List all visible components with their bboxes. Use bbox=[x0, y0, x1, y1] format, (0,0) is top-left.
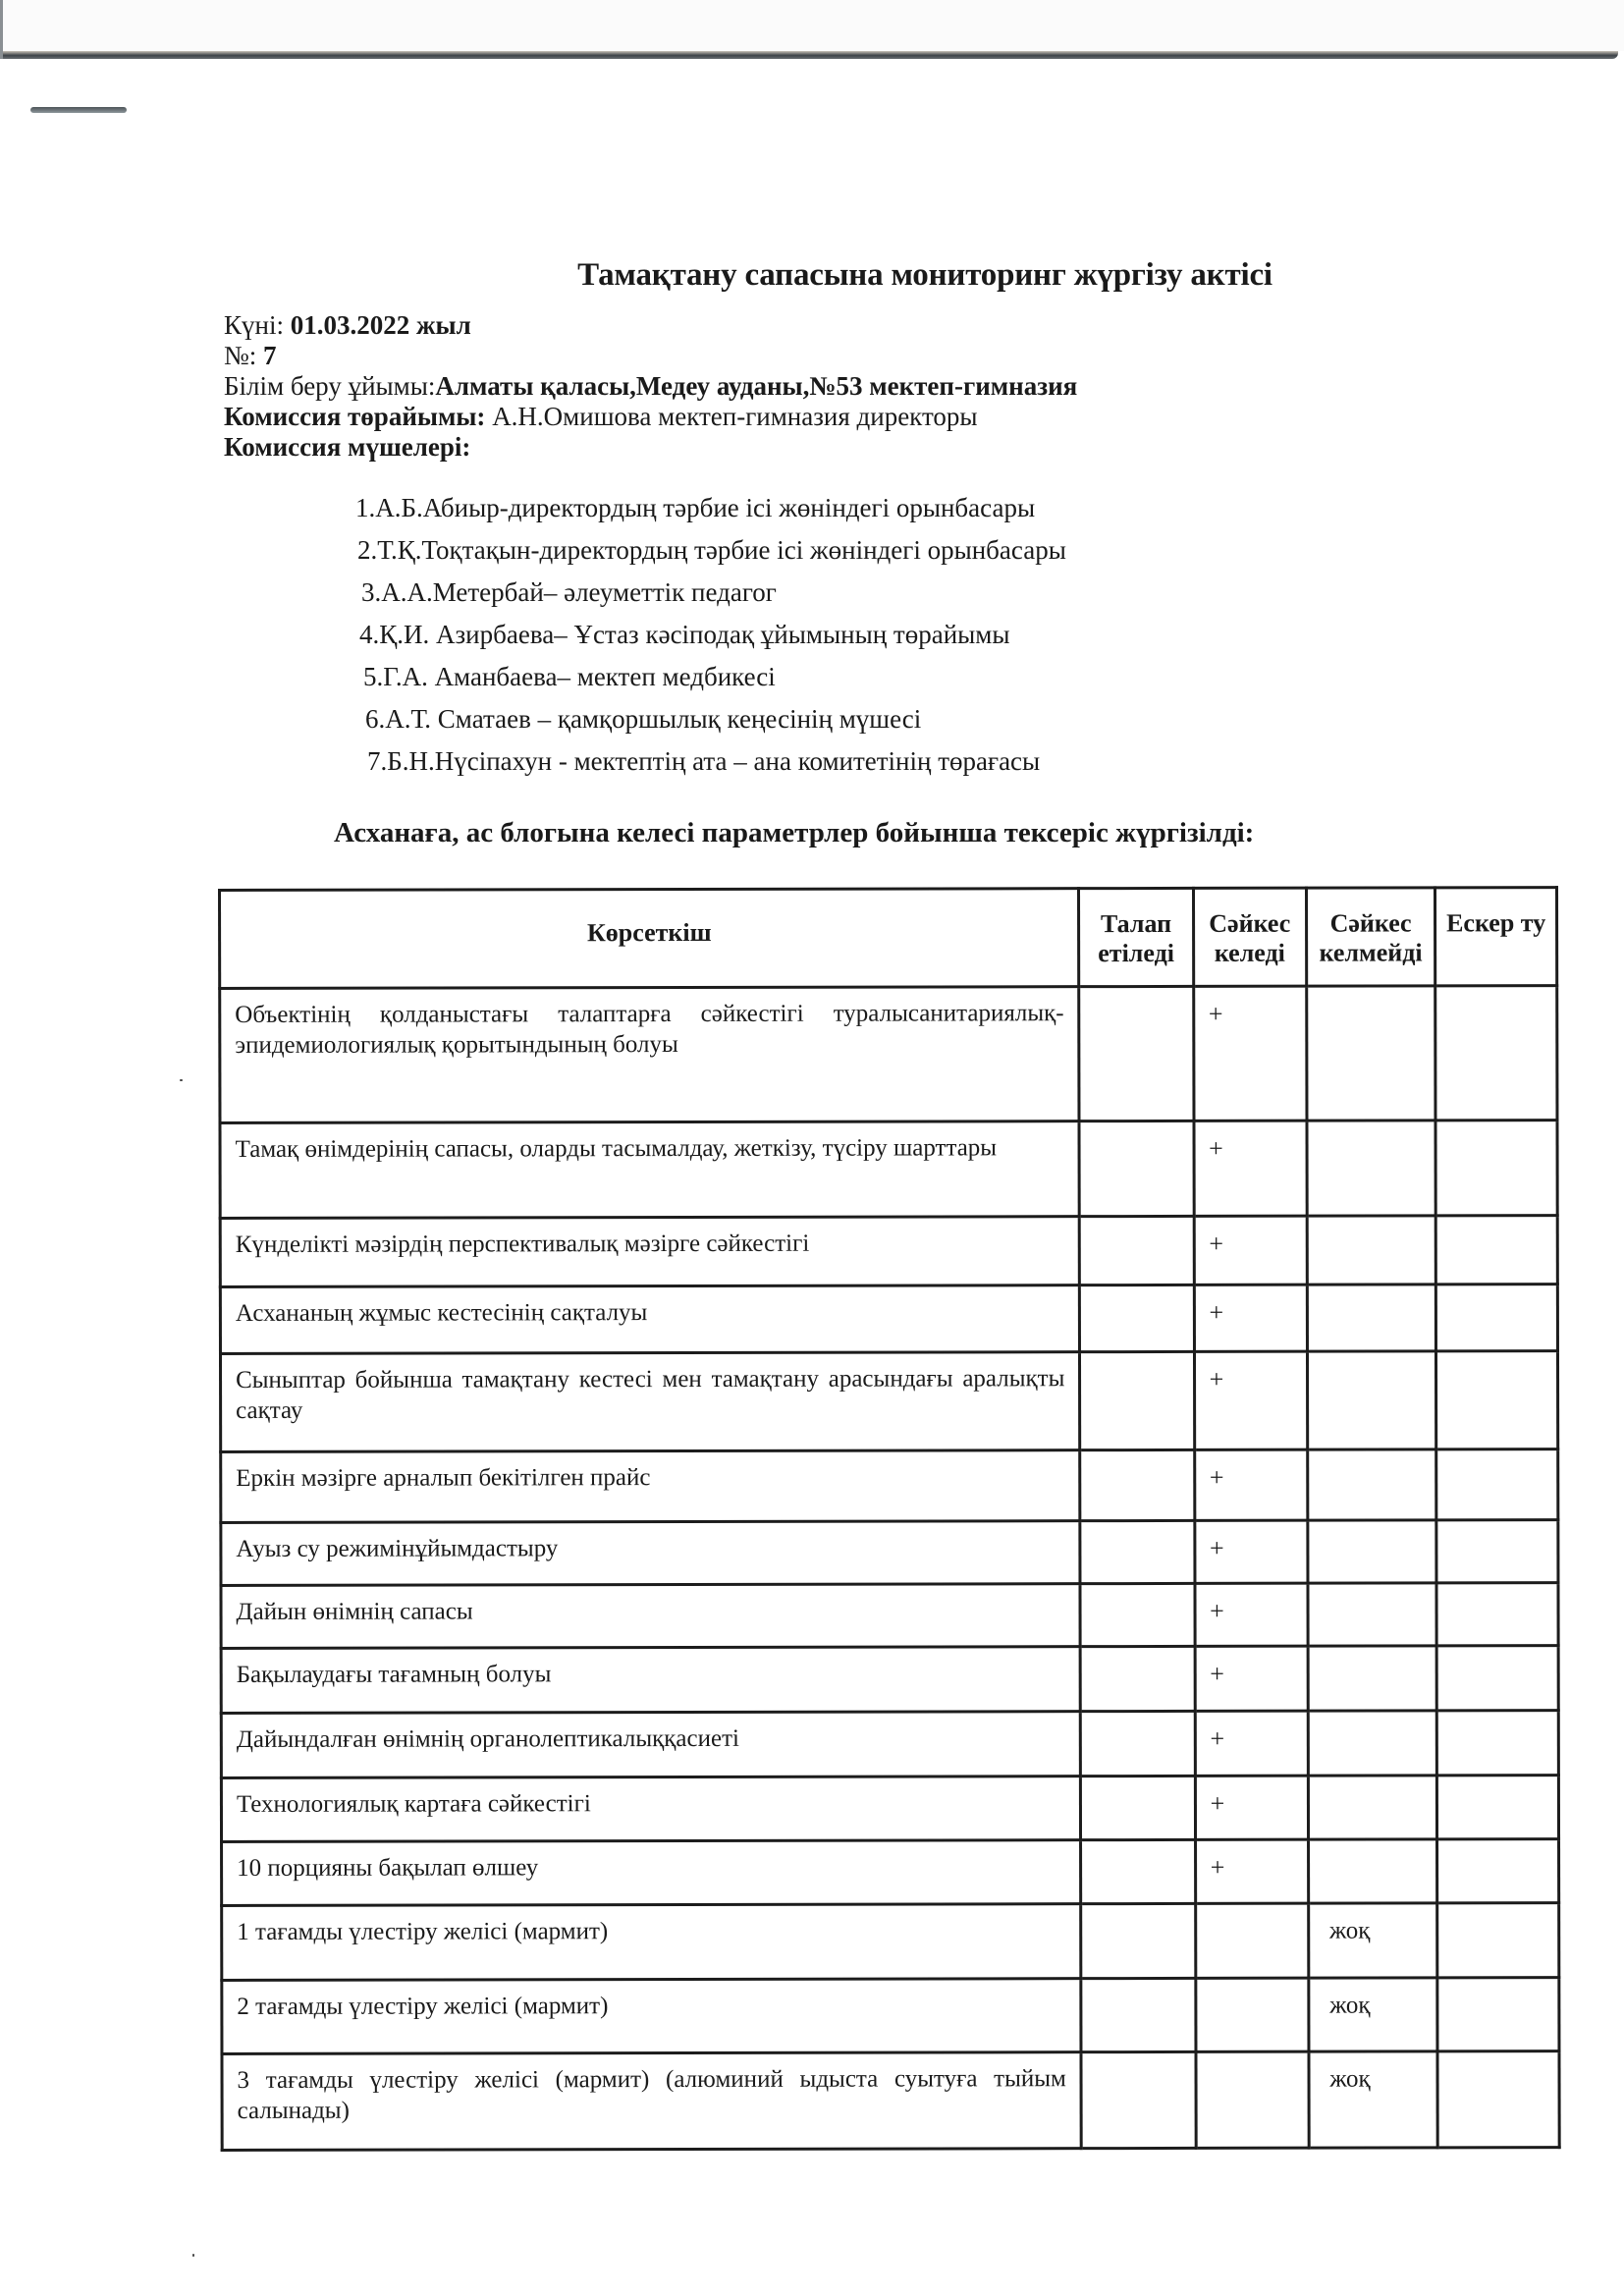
indicator-cell: Сыныптар бойынша тамақтану кестесі мен тамақтану арасындағы аралықты сақтау bbox=[220, 1352, 1080, 1452]
nomatch-cell bbox=[1307, 1121, 1436, 1216]
number-value: 7 bbox=[263, 341, 277, 370]
scan-speck bbox=[180, 1079, 183, 1081]
note-cell bbox=[1436, 1646, 1558, 1711]
inspection-table bbox=[218, 886, 1561, 2152]
header-note: Ескер ту bbox=[1435, 888, 1557, 986]
nomatch-cell bbox=[1308, 1711, 1436, 1776]
note-cell bbox=[1435, 986, 1557, 1121]
match-cell: + bbox=[1195, 1839, 1308, 1903]
indicator-cell: Тамақ өнімдерінің сапасы, оларды тасымалдау, жеткізу, түсіру шарттары bbox=[220, 1121, 1080, 1219]
match-cell: + bbox=[1195, 1583, 1308, 1646]
indicator-cell: Күнделікті мәзірдің перспективалық мәзірге сәйкестігі bbox=[220, 1217, 1079, 1287]
organization-label: Білім беру ұйымы: bbox=[224, 371, 436, 401]
member-item: 2.Т.Қ.Тоқтақын-директордың тәрбие ісі жөніндегі орынбасары bbox=[357, 535, 1066, 565]
match-cell: + bbox=[1194, 1121, 1307, 1216]
number-label: №: bbox=[224, 341, 257, 370]
required-cell bbox=[1081, 1978, 1195, 2051]
nomatch-cell bbox=[1307, 1285, 1435, 1351]
document-title: Тамақтану сапасына мониторинг жүргізу актісі bbox=[577, 257, 1272, 293]
match-cell: + bbox=[1195, 1646, 1308, 1711]
table-row bbox=[220, 986, 1557, 1123]
note-cell bbox=[1437, 1978, 1559, 2051]
required-cell bbox=[1080, 1646, 1194, 1711]
table-row bbox=[221, 1520, 1558, 1586]
match-cell bbox=[1196, 2051, 1309, 2148]
header-match: Сәйкес келеді bbox=[1193, 888, 1306, 986]
table-row bbox=[222, 1903, 1559, 1981]
match-cell: + bbox=[1194, 1351, 1307, 1449]
header-required: Талап етіледі bbox=[1079, 888, 1193, 986]
note-cell bbox=[1437, 1839, 1559, 1903]
note-cell bbox=[1437, 2051, 1559, 2148]
organization-line bbox=[224, 371, 1077, 402]
note-cell bbox=[1436, 1285, 1558, 1351]
indicator-cell: Технологиялық картаға сәйкестігі bbox=[221, 1777, 1080, 1842]
table-row bbox=[222, 1978, 1559, 2054]
match-cell bbox=[1195, 1903, 1308, 1978]
nomatch-cell bbox=[1308, 1583, 1436, 1646]
scan-left-edge bbox=[0, 0, 3, 59]
members-label: Комиссия мүшелері: bbox=[224, 432, 471, 462]
note-cell bbox=[1437, 1776, 1559, 1839]
chair-line bbox=[224, 402, 1077, 432]
required-cell bbox=[1080, 1351, 1194, 1449]
indicator-cell: 1 тағамды үлестіру желісі (мармит) bbox=[222, 1904, 1081, 1981]
note-cell bbox=[1435, 1216, 1557, 1285]
nomatch-cell bbox=[1308, 1839, 1436, 1903]
required-cell bbox=[1081, 1776, 1195, 1839]
required-cell bbox=[1080, 1449, 1194, 1520]
indicator-cell: 10 порцияны бақылап өлшеу bbox=[222, 1840, 1081, 1906]
date-value: 01.03.2022 жыл bbox=[290, 310, 471, 340]
nomatch-cell: жоқ bbox=[1309, 2051, 1438, 2148]
required-cell bbox=[1081, 1711, 1195, 1776]
match-cell: + bbox=[1194, 1285, 1307, 1351]
table-row bbox=[221, 1583, 1558, 1649]
number-line bbox=[224, 341, 1077, 371]
indicator-cell: 3 тағамды үлестіру желісі (мармит) (алюминий ыдыста суытуға тыйым салынады) bbox=[222, 2052, 1082, 2151]
indicator-cell: Дайын өнімнің сапасы bbox=[221, 1584, 1080, 1649]
note-cell bbox=[1436, 1351, 1558, 1449]
match-cell: + bbox=[1194, 1449, 1307, 1520]
match-cell: + bbox=[1193, 986, 1306, 1121]
table-row bbox=[220, 1285, 1557, 1354]
table-row bbox=[221, 1711, 1558, 1778]
document-header-info bbox=[224, 310, 1077, 463]
nomatch-cell bbox=[1308, 1520, 1436, 1583]
match-cell: + bbox=[1195, 1711, 1308, 1776]
note-cell bbox=[1436, 1449, 1558, 1520]
scan-artifact-mark bbox=[30, 107, 127, 113]
indicator-cell: Ауыз су режимінұйымдастыру bbox=[221, 1521, 1080, 1586]
nomatch-cell bbox=[1307, 986, 1436, 1121]
member-item: 6.А.Т. Сматаев – қамқоршылық кеңесінің мүшесі bbox=[365, 704, 922, 734]
member-item: 4.Қ.И. Азирбаева– Ұстаз кәсіподақ ұйымының төрайымы bbox=[359, 620, 1010, 649]
indicator-cell: Асхананың жұмыс кестесінің сақталуы bbox=[220, 1285, 1079, 1354]
indicator-cell: Еркін мәзірге арналып бекітілген прайс bbox=[221, 1450, 1080, 1523]
table-row bbox=[222, 2051, 1559, 2151]
chair-value: А.Н.Омишова мектеп-гимназия директоры bbox=[492, 402, 978, 431]
scan-top-margin bbox=[0, 0, 1624, 51]
required-cell bbox=[1080, 1583, 1194, 1646]
table-row bbox=[221, 1776, 1558, 1842]
nomatch-cell bbox=[1308, 1449, 1436, 1520]
required-cell bbox=[1079, 986, 1194, 1121]
required-cell bbox=[1080, 1285, 1194, 1351]
nomatch-cell bbox=[1308, 1646, 1436, 1711]
note-cell bbox=[1436, 1520, 1558, 1583]
table-row bbox=[220, 1351, 1557, 1452]
date-line bbox=[224, 310, 1077, 341]
header-nomatch: Сәйкес келмейді bbox=[1306, 888, 1435, 986]
nomatch-cell: жоқ bbox=[1309, 1978, 1438, 2051]
nomatch-cell: жоқ bbox=[1308, 1903, 1437, 1978]
note-cell bbox=[1436, 1711, 1558, 1776]
commission-members-list bbox=[355, 487, 1066, 783]
indicator-cell: Бақылаудағы тағамның болуы bbox=[221, 1647, 1080, 1714]
section-title: Асханаға, ас блогына келесі параметрлер бойынша тексеріс жүргізілді: bbox=[334, 817, 1255, 848]
indicator-cell: Дайындалған өнімнің органолептикалыққасиеті bbox=[221, 1712, 1080, 1778]
note-cell bbox=[1435, 1121, 1557, 1216]
member-item: 1.А.Б.Абиыр-директордың тәрбие ісі жөніндегі орынбасары bbox=[355, 493, 1036, 522]
member-item: 5.Г.А. Аманбаева– мектеп медбикесі bbox=[363, 662, 776, 691]
member-item: 7.Б.Н.Нүсіпахун - мектептің ата – ана комитетінің төрағасы bbox=[367, 746, 1041, 776]
required-cell bbox=[1081, 2051, 1195, 2148]
table-row bbox=[221, 1449, 1558, 1523]
required-cell bbox=[1080, 1216, 1194, 1285]
table-header-row bbox=[220, 888, 1557, 989]
nomatch-cell bbox=[1307, 1216, 1435, 1285]
required-cell bbox=[1081, 1839, 1195, 1903]
table-row bbox=[222, 1839, 1559, 1906]
match-cell: + bbox=[1194, 1520, 1307, 1583]
indicator-cell: Объектінің қолданыстағы талаптарға сәйкестігі туралысанитариялық-эпидемиологиялық қорытындының болуы bbox=[220, 987, 1080, 1123]
indicator-cell: 2 тағамды үлестіру желісі (мармит) bbox=[222, 1979, 1081, 2054]
required-cell bbox=[1080, 1520, 1194, 1583]
match-cell: + bbox=[1195, 1776, 1308, 1839]
organization-value: Алматы қаласы,Медеу ауданы,№53 мектеп-гимназия bbox=[435, 371, 1078, 401]
chair-label: Комиссия төрайымы: bbox=[224, 402, 486, 431]
table-row bbox=[221, 1646, 1558, 1714]
member-item: 3.А.А.Метербай– әлеуметтік педагог bbox=[361, 577, 777, 607]
required-cell bbox=[1079, 1121, 1193, 1216]
header-indicator: Көрсеткіш bbox=[220, 889, 1080, 989]
scan-speck bbox=[192, 2254, 194, 2257]
required-cell bbox=[1081, 1903, 1195, 1978]
note-cell bbox=[1437, 1903, 1559, 1978]
table-row bbox=[220, 1121, 1557, 1219]
nomatch-cell bbox=[1308, 1776, 1436, 1839]
table-row bbox=[220, 1216, 1557, 1287]
date-label: Күні: bbox=[224, 310, 284, 340]
match-cell: + bbox=[1194, 1216, 1307, 1285]
match-cell bbox=[1195, 1978, 1308, 2051]
nomatch-cell bbox=[1307, 1351, 1436, 1449]
scan-page-edge bbox=[0, 51, 1618, 59]
note-cell bbox=[1436, 1583, 1558, 1646]
